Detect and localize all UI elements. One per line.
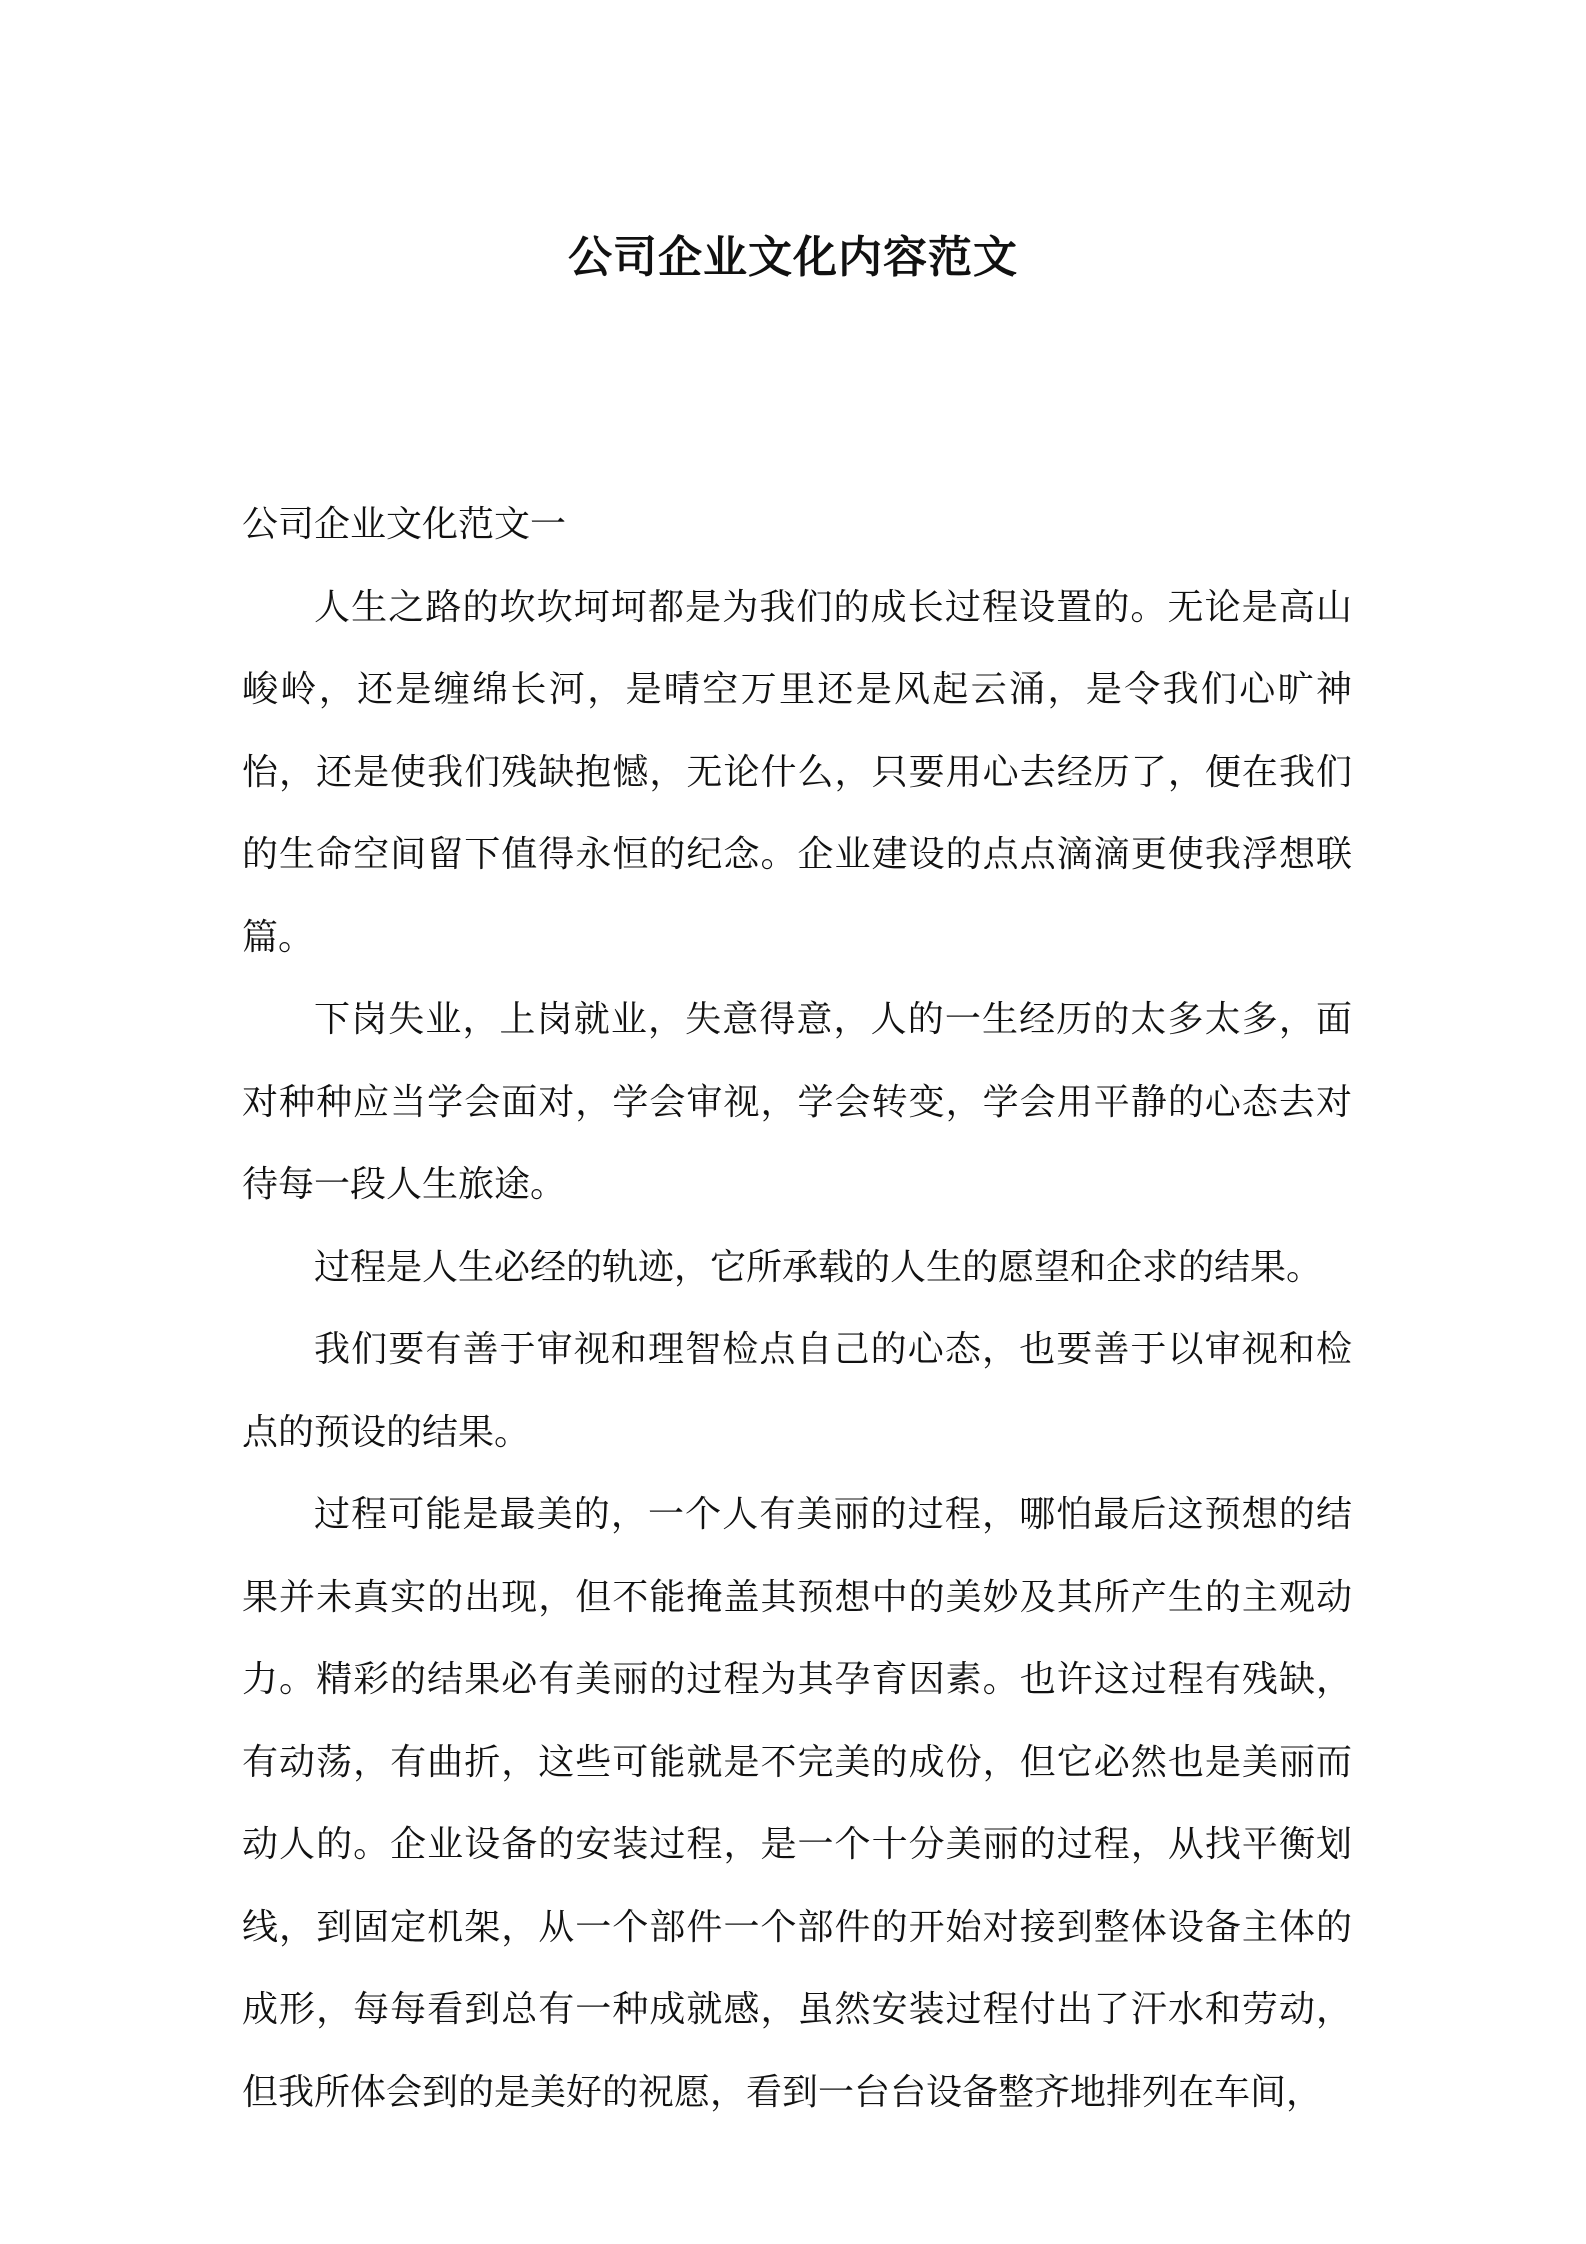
- section-heading: 公司企业文化范文一: [242, 504, 567, 545]
- document-title: 公司企业文化内容范文: [568, 232, 1018, 283]
- paragraph-3: 过程是人生必经的轨迹，它所承载的人生的愿望和企求的结果。: [314, 1246, 1323, 1288]
- document-body: [242, 484, 1352, 2134]
- paragraph-4: 我们要有善于审视和理智检点自己的心态，也要善于以审视和检点的预设的结果。: [242, 1329, 1352, 1453]
- paragraph-2: 下岗失业，上岗就业，失意得意，人的一生经历的太多太多，面对种种应当学会面对，学会审视，学会转变，学会用平静的心态去对待每一段人生旅途。: [242, 999, 1352, 1205]
- paragraph-5: 过程可能是最美的，一个人有美丽的过程，哪怕最后这预想的结果并未真实的出现，但不能掩盖其预想中的美妙及其所产生的主观动力。精彩的结果必有美丽的过程为其孕育因素。也许这过程有残缺，有动荡，有曲折，这些可能就是不完美的成份，但它必然也是美丽而动人的。企业设备的安装过程，是一个十分美丽的过程，从找平衡划线，到固定机架，从一个部件一个部件的开始对接到整体设备主体的成形，每每看到总有一种成就感，虽然安装过程付出了汗水和劳动，但我所体会到的是美好的祝愿，看到一台台设备整齐地排列在车间，: [242, 1494, 1352, 2113]
- paragraph-1: 人生之路的坎坎坷坷都是为我们的成长过程设置的。无论是高山峻岭，还是缠绵长河，是晴空万里还是风起云涌，是令我们心旷神怡，还是使我们残缺抱憾，无论什么，只要用心去经历了，便在我们的生命空间留下值得永恒的纪念。企业建设的点点滴滴更使我浮想联篇。: [242, 586, 1352, 958]
